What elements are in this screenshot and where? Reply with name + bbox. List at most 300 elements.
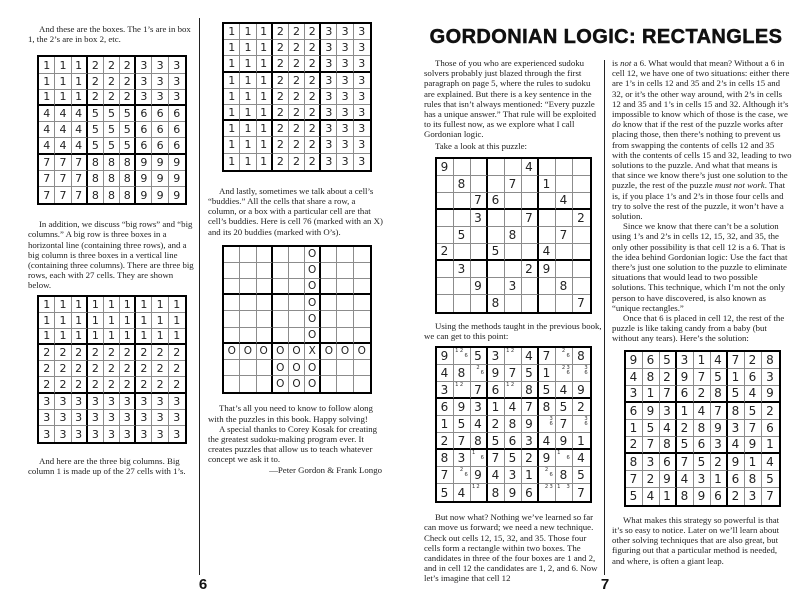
grid-cell-r3c1: 1 (39, 329, 55, 345)
grid-cell-r3c2: 1 (643, 386, 660, 403)
candidate-digit: 2 (476, 484, 480, 491)
grid-cell-r2c3: 1 (257, 40, 273, 56)
grid-cell-r2c7: 1 (136, 313, 152, 329)
grid-cell-r4c9 (354, 295, 370, 311)
grid-cell-r3c7: 5 (728, 386, 745, 403)
grid-cell-r2c5: 7 (505, 365, 522, 382)
grid-cell-r1c7 (539, 159, 556, 176)
grid-cell-r4c4: 2 (88, 345, 104, 361)
author-attribution: —Peter Gordon & Frank Longo (269, 464, 382, 475)
candidate-digit: 2 (459, 348, 464, 355)
grid-cell-r3c6: 1 (120, 329, 136, 345)
grid-cell-r1c8: 3 (337, 24, 353, 40)
grid-cell-r1c2: 1 (240, 24, 256, 40)
grid-cell-r4c5: 2 (289, 73, 305, 89)
grid-cell-r9c1: 3 (39, 426, 55, 442)
grid-cell-r3c4: 1 (88, 329, 104, 345)
grid-cell-r1c7: 3 (321, 24, 337, 40)
grid-cell-r5c2: 2 (55, 361, 71, 377)
grid-cell-r4c7: 6 (136, 106, 152, 122)
grid-cell-r3c2: 1 (55, 329, 71, 345)
grid-cell-r7c3: 1 (257, 121, 273, 137)
grid-cell-r5c7: 6 (136, 122, 152, 138)
grid-cell-r5c5: 2 (289, 89, 305, 105)
grid-cell-r8c1 (437, 278, 454, 295)
grid-cell-r9c2: 7 (55, 187, 71, 203)
candidate-digits (557, 485, 571, 500)
grid-cell-r9c6: 8 (120, 187, 136, 203)
grid-cell-r1c5 (505, 348, 522, 365)
candidate-digits (455, 468, 469, 482)
grid-cell-r9c1: 1 (224, 154, 240, 170)
candidate-digit: 1 (472, 484, 476, 491)
grid-cell-r1c7: 7 (539, 348, 556, 365)
grid-cell-r9c6: 6 (711, 488, 728, 505)
grid-cell-r6c8 (337, 328, 353, 344)
candidate-digits (540, 485, 554, 500)
grid-cell-r9c7 (321, 376, 337, 392)
grid-cell-r5c4: 5 (88, 122, 104, 138)
grid-cell-r4c5: 4 (505, 399, 522, 416)
grid-cell-r6c7: 4 (728, 437, 745, 454)
candidate-digit: 3 (584, 416, 588, 423)
grid-cell-r4c2 (240, 295, 256, 311)
grid-cell-r3c6: 2 (305, 56, 321, 72)
grid-cell-r1c8: 2 (745, 352, 762, 369)
grid-cell-r8c8: 9 (152, 171, 168, 187)
italic-text-run: must not work (714, 180, 765, 191)
grid-cell-r3c2 (454, 382, 471, 399)
grid-cell-r5c8: 2 (152, 361, 168, 377)
grid-cell-r2c8: 6 (745, 369, 762, 386)
grid-cell-r2c5: 7 (505, 176, 522, 193)
grid-cell-r3c7: 1 (136, 329, 152, 345)
grid-cell-r8c5: 2 (289, 137, 305, 153)
grid-cell-r8c6 (522, 278, 539, 295)
candidate-digit: 1 (557, 484, 561, 491)
grid-cell-r3c4: 6 (488, 193, 505, 210)
grid-cell-r7c3 (471, 450, 488, 467)
grid-cell-r9c7: 2 (728, 488, 745, 505)
candidate-digit: 1 (557, 450, 561, 457)
candidate-digits (540, 468, 554, 482)
text-run: . That is, if you place 1’s and 2’s in those four cells and try to solve the rest of the puzzle, it won’t have a solution. (612, 180, 786, 222)
grid-cell-r9c7: 9 (136, 187, 152, 203)
grid-cell-r9c2 (240, 376, 256, 392)
grid-cell-r5c8: 6 (152, 122, 168, 138)
grid-cell-r9c5: 8 (104, 187, 120, 203)
grid-cell-r7c3 (471, 261, 488, 278)
grid-cell-r8c9: 9 (169, 171, 185, 187)
grid-cell-r2c5: 7 (694, 369, 711, 386)
grid-cell-r3c1: 1 (39, 90, 55, 106)
grid-cell-r5c6: O (305, 311, 321, 327)
grid-cell-r6c4: 5 (88, 138, 104, 154)
grid-cell-r4c7: 2 (136, 345, 152, 361)
grid-cell-r8c6: O (305, 360, 321, 376)
text-run: is (612, 58, 621, 68)
grid-cell-r9c4: 3 (88, 426, 104, 442)
grid-cell-r4c5: 2 (104, 345, 120, 361)
methods-paragraph: Using the methods taught in the previous book, we can get to this point: (424, 320, 602, 342)
grid-cell-r4c2: 2 (55, 345, 71, 361)
candidate-digit: 1 (506, 348, 510, 355)
grid-cell-r1c6: O (305, 247, 321, 263)
grid-cell-r1c6: 4 (711, 352, 728, 369)
grid-cell-r2c4: 2 (273, 40, 289, 56)
grid-cell-r9c4: 8 (488, 484, 505, 501)
candidate-digit: 6 (584, 421, 588, 428)
grid-cell-r9c5: 3 (104, 426, 120, 442)
grid-cell-r5c4 (488, 227, 505, 244)
grid-cell-r9c3: 1 (660, 488, 677, 505)
grid-cell-r6c7: 6 (136, 138, 152, 154)
grid-cell-r6c1: 2 (437, 433, 454, 450)
grid-cell-r4c4: 2 (273, 73, 289, 89)
grid-cell-r7c7: 9 (539, 261, 556, 278)
grid-cell-r3c4: 6 (677, 386, 694, 403)
grid-cell-r4c7 (539, 210, 556, 227)
grid-cell-r9c6: 2 (305, 154, 321, 170)
grid-cell-r7c5: 8 (104, 155, 120, 171)
candidate-digit: 1 (455, 382, 459, 389)
grid-cell-r8c3: 9 (660, 471, 677, 488)
grid-cell-r4c5 (289, 295, 305, 311)
candidate-digits (574, 417, 589, 431)
grid-cell-r6c3 (471, 244, 488, 261)
italic-text-run: not (620, 58, 632, 68)
grid-cell-r4c2: 1 (240, 73, 256, 89)
grid-cell-r5c4: 2 (488, 416, 505, 433)
grid-cell-r7c2: 3 (55, 394, 71, 410)
grid-cell-r2c2: 1 (55, 313, 71, 329)
grid-cell-r5c9: 6 (169, 122, 185, 138)
grid-cell-r8c9 (354, 360, 370, 376)
grid-cell-r8c9: 3 (169, 410, 185, 426)
grid-cell-r7c7: 9 (539, 450, 556, 467)
grid-cell-r9c8: 3 (337, 154, 353, 170)
grid-cell-r6c5: 2 (104, 377, 120, 393)
grid-cell-r4c6: 2 (305, 73, 321, 89)
grid-cell-r5c2: 5 (643, 420, 660, 437)
grid-cell-r3c8: 3 (337, 56, 353, 72)
grid-cell-r2c5: 1 (104, 313, 120, 329)
buddies-grid (222, 245, 372, 395)
grid-cell-r7c9: 9 (169, 155, 185, 171)
candidate-digit: 6 (566, 455, 570, 462)
grid-cell-r8c1: 7 (39, 171, 55, 187)
grid-cell-r1c9 (354, 247, 370, 263)
grid-cell-r3c8: 3 (152, 90, 168, 106)
grid-cell-r6c3: 8 (660, 437, 677, 454)
grid-cell-r6c9: 6 (169, 138, 185, 154)
grid-cell-r9c2 (454, 295, 471, 312)
grid-cell-r3c5 (289, 279, 305, 295)
grid-cell-r9c9: 9 (173, 188, 181, 202)
grid-cell-r7c4: 7 (488, 450, 505, 467)
grid-cell-r7c2: 3 (643, 454, 660, 471)
grid-cell-r1c8 (556, 348, 573, 365)
grid-cell-r4c2: 9 (454, 399, 471, 416)
grid-cell-r9c3 (257, 376, 273, 392)
candidate-digit: 2 (476, 365, 480, 372)
grid-cell-r4c9: 2 (762, 403, 779, 420)
grid-cell-r8c8: 3 (337, 137, 353, 153)
grid-cell-r7c9: O (354, 344, 370, 360)
grid-cell-r4c1: 2 (39, 345, 55, 361)
grid-cell-r7c2: O (240, 344, 256, 360)
but-now-what-paragraph: But now what? Nothing we’ve learned so far can move us forward; we need a new technique. Check out cells 12, 15, 32, and 35. Those four cells form a rectangle within two boxes. The candidates in three of the four boxes are 1 and 2, and in cell 12 the candidates are 1, 2, and 6. Now let’s imagine that cell 12 (424, 512, 598, 584)
candidate-digit: 3 (584, 365, 588, 372)
grid-cell-r2c5: 2 (289, 40, 305, 56)
grid-cell-r6c8 (556, 244, 573, 261)
grid-cell-r5c4 (273, 311, 289, 327)
grid-cell-r1c9 (573, 159, 590, 176)
grid-cell-r6c9: 3 (354, 105, 370, 121)
grid-cell-r7c6: 2 (522, 450, 539, 467)
left-page-column-2 (208, 18, 386, 475)
grid-cell-r5c8: 3 (337, 89, 353, 105)
grid-cell-r5c6: 2 (305, 89, 321, 105)
grid-cell-r7c1: 8 (626, 454, 643, 471)
grid-cell-r8c3: 7 (72, 171, 88, 187)
grid-cell-r2c1: 1 (39, 74, 55, 90)
grid-cell-r6c1: 2 (626, 437, 643, 454)
grid-cell-r9c4: 2 (273, 154, 289, 170)
grid-cell-r7c1: 7 (39, 155, 55, 171)
grid-cell-r9c8: 3 (745, 488, 762, 505)
grid-cell-r7c9: 4 (762, 454, 779, 471)
grid-cell-r1c4: 3 (677, 352, 694, 369)
grid-cell-r9c1: 5 (626, 488, 643, 505)
grid-cell-r5c7: 3 (728, 420, 745, 437)
grid-cell-r9c3 (471, 484, 488, 501)
grid-cell-r1c3: 5 (660, 352, 677, 369)
grid-cell-r1c5: 1 (694, 352, 711, 369)
candidate-digit: 6 (566, 353, 570, 360)
grid-cell-r5c5: 8 (505, 227, 522, 244)
grid-cell-r1c4: 2 (273, 24, 289, 40)
grid-cell-r5c5: 2 (104, 361, 120, 377)
grid-cell-r9c3: 1 (257, 154, 273, 170)
grid-cell-r4c8: 3 (337, 73, 353, 89)
grid-cell-r2c7 (321, 263, 337, 279)
grid-cell-r8c4: 4 (677, 471, 694, 488)
grid-cell-r6c5: 6 (694, 437, 711, 454)
candidate-digit: 3 (549, 416, 553, 423)
grid-cell-r1c4: 2 (88, 57, 104, 73)
grid-cell-r8c6: 1 (711, 471, 728, 488)
grid-cell-r2c6: 5 (522, 365, 539, 382)
grid-cell-r1c1: 9 (626, 352, 643, 369)
grid-cell-r9c8 (556, 295, 573, 312)
grid-cell-r7c9: 4 (573, 450, 590, 467)
grid-cell-r3c4: 6 (488, 382, 505, 399)
grid-cell-r6c8: 9 (745, 437, 762, 454)
grid-cell-r7c5: 3 (104, 394, 120, 410)
grid-cell-r4c3 (257, 295, 273, 311)
grid-cell-r3c2 (454, 193, 471, 210)
grid-cell-r1c8 (556, 159, 573, 176)
grid-cell-r1c3: 1 (257, 24, 273, 40)
grid-cell-r3c3: 7 (660, 386, 677, 403)
grid-cell-r5c3: 1 (257, 89, 273, 105)
grid-cell-r6c7 (321, 328, 337, 344)
grid-cell-r9c7 (539, 484, 556, 501)
grid-cell-r8c2 (454, 467, 471, 484)
grid-cell-r5c8: 7 (745, 420, 762, 437)
grid-cell-r5c9: 3 (354, 89, 370, 105)
grid-cell-r5c7 (539, 416, 556, 433)
grid-cell-r2c3 (471, 365, 488, 382)
grid-cell-r7c6: 2 (522, 261, 539, 278)
grid-cell-r2c5: 2 (104, 74, 120, 90)
right-page-number: 7 (600, 576, 610, 593)
grid-cell-r3c7 (321, 279, 337, 295)
grid-cell-r5c9: 6 (762, 420, 779, 437)
grid-cell-r2c9 (573, 176, 590, 193)
grid-cell-r8c1: 3 (39, 410, 55, 426)
grid-cell-r2c6: 2 (305, 40, 321, 56)
grid-cell-r4c2 (454, 210, 471, 227)
candidate-digits (472, 366, 485, 380)
grid-cell-r2c4: 1 (88, 313, 104, 329)
grid-cell-r5c9 (354, 311, 370, 327)
big-rows-paragraph: In addition, we discuss “big rows” and “big columns.” A big row is three boxes in a horizontal line (containing three rows), and a big column is three boxes in a vertical line (containing three columns). There are three big rows, each with 27 cells. They are shown below. (28, 219, 194, 291)
grid-cell-r7c1 (437, 261, 454, 278)
grid-cell-r3c1 (437, 193, 454, 210)
grid-cell-r4c7: 8 (728, 403, 745, 420)
grid-cell-r9c1 (437, 295, 454, 312)
italic-text-run: do (612, 119, 621, 130)
grid-cell-r9c5: 2 (289, 154, 305, 170)
grid-cell-r6c5: 6 (505, 433, 522, 450)
grid-cell-r8c7: 6 (728, 471, 745, 488)
grid-cell-r7c6: 2 (305, 121, 321, 137)
grid-cell-r9c7: 3 (136, 426, 152, 442)
grid-cell-r8c2 (454, 278, 471, 295)
grid-cell-r9c9: 3 (358, 155, 366, 169)
grid-cell-r9c2: 3 (55, 426, 71, 442)
grid-cell-r2c2: 8 (643, 369, 660, 386)
grid-cell-r2c2 (240, 263, 256, 279)
grid-cell-r8c5: 8 (104, 171, 120, 187)
grid-cell-r4c4: 1 (677, 403, 694, 420)
grid-cell-r3c4 (273, 279, 289, 295)
grid-cell-r2c6: 5 (711, 369, 728, 386)
grid-cell-r8c7 (539, 278, 556, 295)
candidate-digit: 1 (455, 348, 459, 355)
grid-cell-r1c5 (289, 247, 305, 263)
grid-cell-r8c4: 2 (273, 137, 289, 153)
grid-cell-r9c8 (337, 376, 353, 392)
grid-cell-r5c8: 7 (556, 416, 573, 433)
grid-cell-r3c8: 4 (556, 382, 573, 399)
grid-cell-r5c1: 1 (437, 416, 454, 433)
grid-cell-r1c9: 8 (762, 352, 779, 369)
grid-cell-r6c2: 7 (643, 437, 660, 454)
grid-cell-r1c5 (505, 159, 522, 176)
grid-cell-r3c5: 2 (289, 56, 305, 72)
grid-cell-r8c2: 2 (643, 471, 660, 488)
grid-cell-r6c4: 2 (88, 377, 104, 393)
grid-cell-r9c4: 8 (88, 187, 104, 203)
grid-cell-r2c1 (437, 176, 454, 193)
grid-cell-r1c8: 3 (152, 57, 168, 73)
grid-cell-r3c8: 4 (745, 386, 762, 403)
grid-cell-r6c3: 1 (257, 105, 273, 121)
candidate-digits (506, 349, 520, 363)
grid-cell-r2c7: 3 (321, 40, 337, 56)
grid-cell-r1c5: 2 (104, 57, 120, 73)
candidate-digits (557, 366, 571, 380)
big-rows-grid (37, 295, 187, 445)
grid-cell-r1c8 (337, 247, 353, 263)
grid-cell-r4c3: 4 (72, 106, 88, 122)
grid-cell-r7c9: 3 (169, 394, 185, 410)
grid-cell-r2c7: 3 (136, 74, 152, 90)
grid-cell-r2c8: 1 (152, 313, 168, 329)
grid-cell-r2c1: 1 (224, 40, 240, 56)
grid-cell-r1c4: 1 (88, 297, 104, 313)
grid-cell-r2c4: 2 (88, 74, 104, 90)
grid-cell-r7c3: 3 (72, 394, 88, 410)
grid-cell-r3c2 (240, 279, 256, 295)
grid-cell-r9c3 (471, 295, 488, 312)
grid-cell-r4c5: 4 (694, 403, 711, 420)
grid-cell-r5c7 (539, 227, 556, 244)
grid-cell-r9c5: 9 (694, 488, 711, 505)
grid-cell-r6c2 (240, 328, 256, 344)
grid-cell-r7c2: 3 (454, 450, 471, 467)
grid-cell-r6c1: 2 (39, 377, 55, 393)
grid-cell-r6c9: 1 (762, 437, 779, 454)
grid-cell-r9c4: O (273, 376, 289, 392)
grid-cell-r4c3: 3 (660, 403, 677, 420)
grid-cell-r6c8: 9 (556, 433, 573, 450)
candidate-digits (540, 417, 554, 431)
grid-cell-r2c3 (471, 176, 488, 193)
grid-cell-r2c4: 9 (677, 369, 694, 386)
grid-cell-r6c5 (505, 244, 522, 261)
grid-cell-r4c4: 5 (88, 106, 104, 122)
candidate-digit: 2 (544, 467, 549, 474)
grid-cell-r9c2: 4 (454, 484, 471, 501)
grid-cell-r6c3: 2 (72, 377, 88, 393)
grid-cell-r8c3 (257, 360, 273, 376)
grid-cell-r3c1 (224, 279, 240, 295)
grid-cell-r2c1: 4 (626, 369, 643, 386)
grid-cell-r7c8: 3 (337, 121, 353, 137)
grid-cell-r8c1: 1 (224, 137, 240, 153)
grid-cell-r2c3 (257, 263, 273, 279)
grid-cell-r2c5 (289, 263, 305, 279)
grid-cell-r5c4: 2 (273, 89, 289, 105)
grid-cell-r1c4: 3 (488, 348, 505, 365)
grid-cell-r3c5 (505, 382, 522, 399)
big-columns-paragraph: And here are the three big columns. Big column 1 is made up of the 27 cells with 1’s. (28, 456, 186, 477)
grid-cell-r5c2: 5 (454, 416, 471, 433)
grid-cell-r8c6: 2 (305, 137, 321, 153)
grid-cell-r7c8: 9 (152, 155, 168, 171)
candidate-digit: 2 (510, 382, 515, 389)
grid-cell-r1c2: 1 (55, 57, 71, 73)
grid-cell-r6c2: 2 (55, 377, 71, 393)
grid-cell-r2c9: 3 (762, 369, 779, 386)
grid-cell-r8c8: 3 (152, 410, 168, 426)
grid-cell-r7c4: 2 (273, 121, 289, 137)
grid-cell-r1c6: 2 (305, 24, 321, 40)
